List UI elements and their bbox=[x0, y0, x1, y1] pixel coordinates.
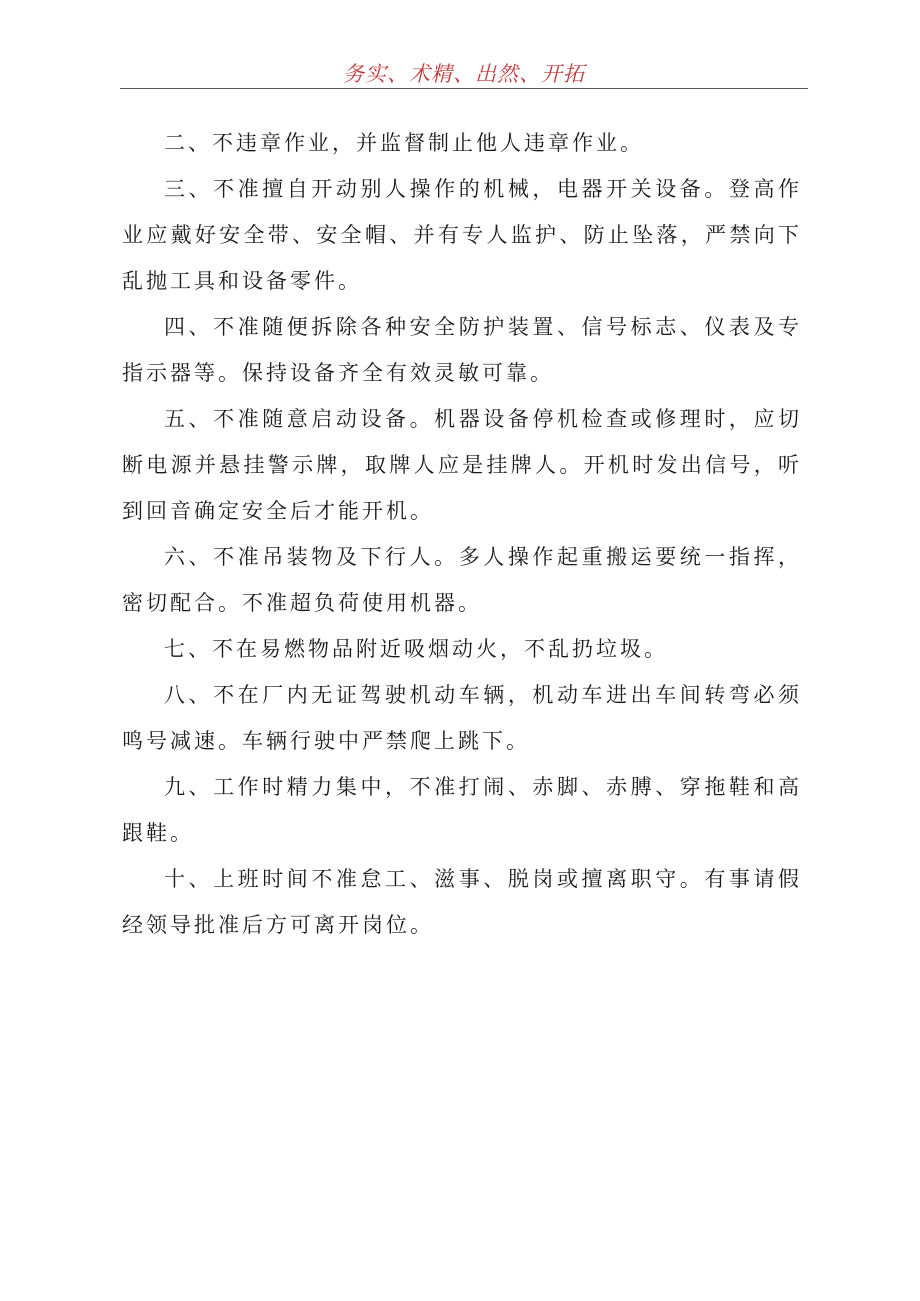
rule-paragraph: 七、不在易燃物品附近吸烟动火，不乱扔垃圾。 bbox=[164, 637, 668, 661]
header-motto: 务实、术精、出然、开拓 bbox=[343, 62, 585, 86]
rule-paragraph: 四、不准随便拆除各种安全防护装置、信号标志、仪表及专指示器等。保持设备齐全有效灵敏可靠。 bbox=[122, 315, 802, 385]
rule-paragraph: 五、不准随意启动设备。机器设备停机检查或修理时，应切断电源并悬挂警示牌，取牌人应是挂牌人。开机时发出信号，听到回音确定安全后才能开机。 bbox=[122, 407, 802, 523]
rule-paragraph: 九、工作时精力集中，不准打闹、赤脚、赤膊、穿拖鞋和高跟鞋。 bbox=[122, 775, 802, 845]
rule-paragraph: 八、不在厂内无证驾驶机动车辆，机动车进出车间转弯必须鸣号减速。车辆行驶中严禁爬上跳下。 bbox=[122, 683, 802, 753]
rule-paragraph: 六、不准吊装物及下行人。多人操作起重搬运要统一指挥，密切配合。不准超负荷使用机器。 bbox=[122, 545, 802, 615]
rule-paragraph: 十、上班时间不准怠工、滋事、脱岗或擅离职守。有事请假经领导批准后方可离开岗位。 bbox=[122, 867, 802, 937]
rule-paragraph: 三、不准擅自开动别人操作的机械，电器开关设备。登高作业应戴好安全带、安全帽、并有专人监护、防止坠落，严禁向下乱抛工具和设备零件。 bbox=[122, 177, 802, 293]
rule-paragraph: 二、不违章作业，并监督制止他人违章作业。 bbox=[164, 131, 644, 155]
page-header bbox=[120, 52, 808, 89]
document-body bbox=[122, 120, 802, 948]
